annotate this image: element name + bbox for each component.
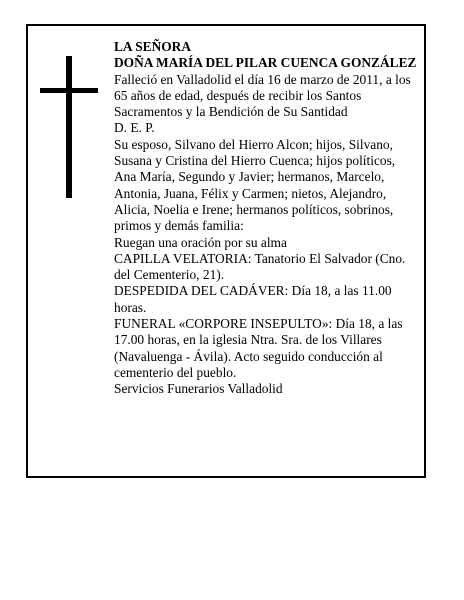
deceased-name: DOÑA MARÍA DEL PILAR CUENCA GONZÁLEZ [114,55,417,71]
rip-line: D. E. P. [114,120,155,136]
title-line: LA SEÑORA [114,39,192,54]
obituary-notice [26,24,426,478]
prayer-line: Ruegan una oración por su alma [114,234,287,250]
farewell-info: DESPEDIDA DEL CADÁVER: Día 18, a las 11.00 horas. [114,283,392,315]
cross-vertical-bar [66,56,72,198]
funeral-services: Servicios Funerarios Valladolid [114,381,283,397]
cross-horizontal-bar [40,88,98,93]
death-details: Falleció en Valladolid el día 16 de marzo de 2011, a los 65 años de edad, después de recibir los Santos Sacramentos y la Bendición de Su Santidad [114,71,411,120]
chapel-info: CAPILLA VELATORIA: Tanatorio El Salvador (Cno. del Cementerio, 21). [114,250,406,283]
obituary-text [114,39,420,398]
family-list: Su esposo, Silvano del Hierro Alcon; hijos, Silvano, Susana y Cristina del Hierro Cuenca; hijos políticos, Ana María, Segundo y Javier; hermanos, Marcelo, Antonia, Juana, Félix y Carmen; nietos, Alejandro, Alicia, Noelia e Irene; hermanos políticos, sobrinos, primos y demás familia: [114,136,396,234]
cross-icon [40,56,98,198]
funeral-info: FUNERAL «CORPORE INSEPULTO»: Día 18, a las 17.00 horas, en la iglesia Ntra. Sra. de los Villares (Navaluenga - Ávila). Acto seguido conducción al cementerio del pueblo. [114,316,403,380]
